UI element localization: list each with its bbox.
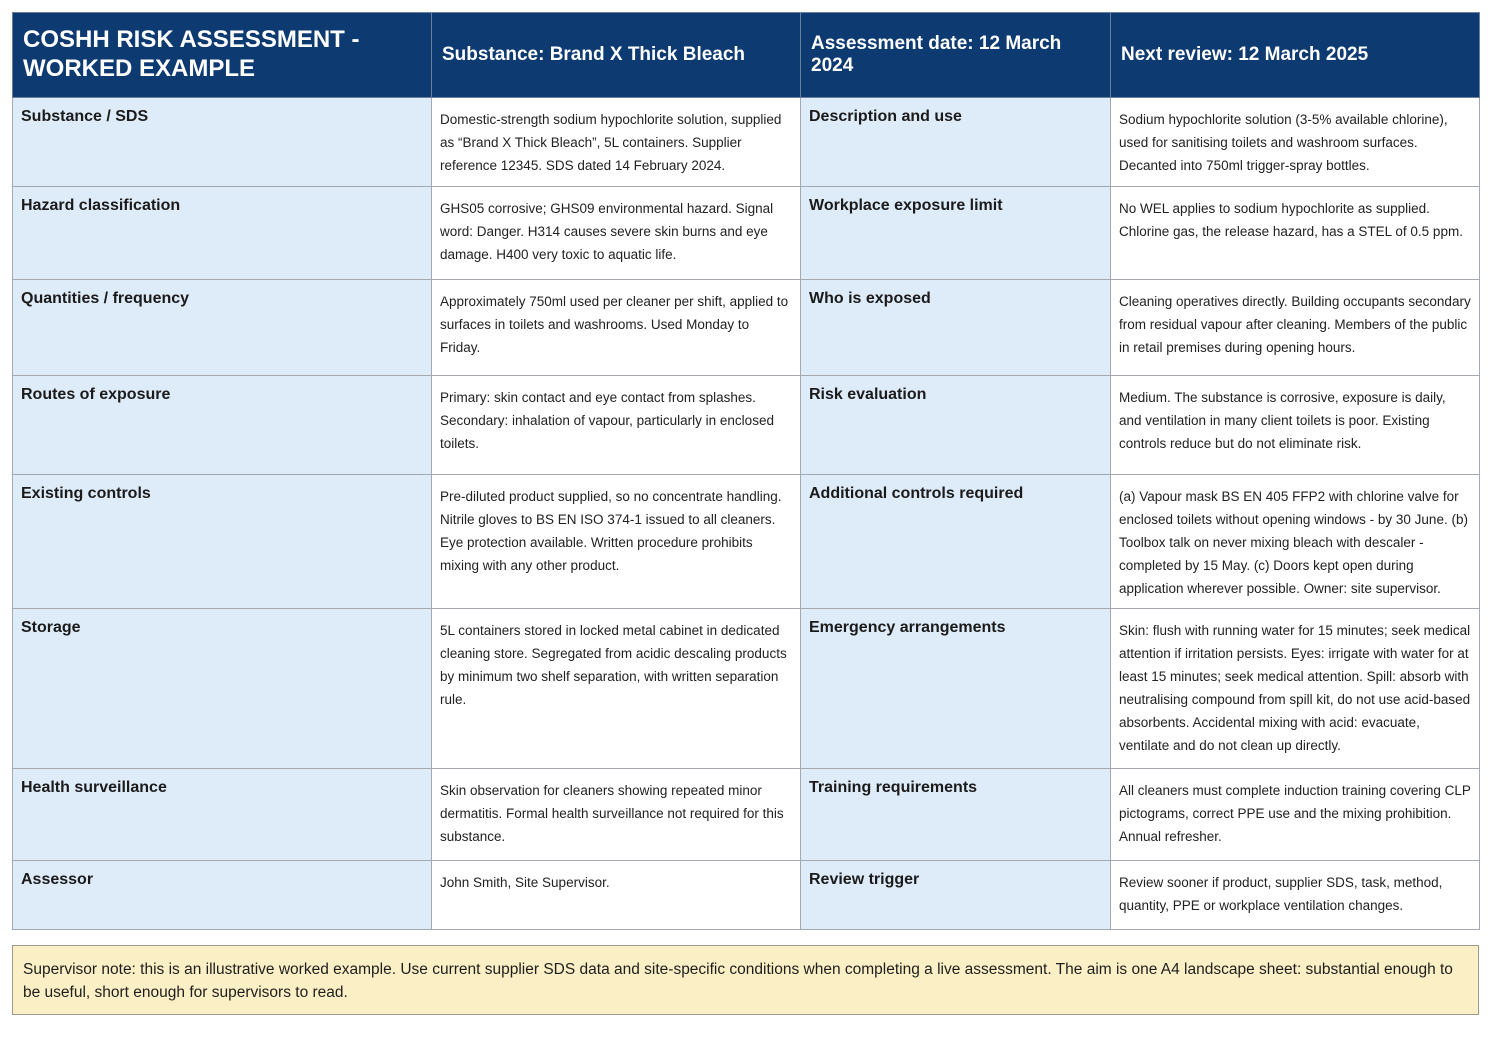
table-row [13, 187, 1480, 280]
row-value: Medium. The substance is corrosive, exposure is daily, and ventilation in many client toilets is poor. Existing controls reduce but do not eliminate risk. [1111, 376, 1480, 475]
header-row [13, 13, 1480, 98]
table-row [13, 280, 1480, 376]
table-row [13, 475, 1480, 609]
table-row [13, 609, 1480, 769]
table-row [13, 769, 1480, 861]
row-label: Additional controls required [801, 475, 1111, 609]
row-value: Domestic-strength sodium hypochlorite solution, supplied as “Brand X Thick Bleach”, 5L containers. Supplier reference 12345. SDS dated 14 February 2024. [432, 98, 801, 187]
row-label: Assessor [13, 861, 432, 930]
supervisor-note [12, 945, 1479, 1015]
coshh-assessment-sheet [12, 12, 1479, 930]
row-value: Cleaning operatives directly. Building occupants secondary from residual vapour after cleaning. Members of the public in retail premises during opening hours. [1111, 280, 1480, 376]
table-row [13, 861, 1480, 930]
row-label: Emergency arrangements [801, 609, 1111, 769]
row-value: Skin: flush with running water for 15 minutes; seek medical attention if irritation persists. Eyes: irrigate with water for at least 15 minutes; seek medical attention. Spill: absorb with neutralising compound from spill kit, do not use acid-based absorbents. Accidental mixing with acid: evacuate, ventilate and do not clean up directly. [1111, 609, 1480, 769]
next-review-heading: Next review: 12 March 2025 [1111, 13, 1480, 98]
document-title: COSHH RISK ASSESSMENT - WORKED EXAMPLE [13, 13, 432, 98]
row-value: 5L containers stored in locked metal cabinet in dedicated cleaning store. Segregated from acidic descaling products by minimum two shelf separation, with written separation rule. [432, 609, 801, 769]
row-value: No WEL applies to sodium hypochlorite as supplied. Chlorine gas, the release hazard, has a STEL of 0.5 ppm. [1111, 187, 1480, 280]
supervisor-note-text: Supervisor note: this is an illustrative worked example. Use current supplier SDS data and site-specific conditions when completing a live assessment. The aim is one A4 landscape sheet: substantial enough to be useful, short enough for supervisors to read. [23, 961, 1453, 1001]
row-label: Quantities / frequency [13, 280, 432, 376]
row-value: (a) Vapour mask BS EN 405 FFP2 with chlorine valve for enclosed toilets without opening windows - by 30 June. (b) Toolbox talk on never mixing bleach with descaler - completed by 15 May. (c) Doors kept open during application wherever possible. Owner: site supervisor. [1111, 475, 1480, 609]
assessment-table [12, 12, 1480, 930]
row-value: GHS05 corrosive; GHS09 environmental hazard. Signal word: Danger. H314 causes severe skin burns and eye damage. H400 very toxic to aquatic life. [432, 187, 801, 280]
row-value: All cleaners must complete induction training covering CLP pictograms, correct PPE use and the mixing prohibition. Annual refresher. [1111, 769, 1480, 861]
row-value: John Smith, Site Supervisor. [432, 861, 801, 930]
table-row [13, 376, 1480, 475]
row-value: Pre-diluted product supplied, so no concentrate handling. Nitrile gloves to BS EN ISO 374-1 issued to all cleaners. Eye protection available. Written procedure prohibits mixing with any other product. [432, 475, 801, 609]
table-row [13, 98, 1480, 187]
row-label: Workplace exposure limit [801, 187, 1111, 280]
row-label: Health surveillance [13, 769, 432, 861]
assessment-date-heading: Assessment date: 12 March 2024 [801, 13, 1111, 98]
row-label: Substance / SDS [13, 98, 432, 187]
row-label: Description and use [801, 98, 1111, 187]
row-value: Skin observation for cleaners showing repeated minor dermatitis. Formal health surveillance not required for this substance. [432, 769, 801, 861]
row-label: Training requirements [801, 769, 1111, 861]
row-label: Risk evaluation [801, 376, 1111, 475]
row-label: Review trigger [801, 861, 1111, 930]
substance-heading: Substance: Brand X Thick Bleach [432, 13, 801, 98]
row-label: Existing controls [13, 475, 432, 609]
row-label: Routes of exposure [13, 376, 432, 475]
row-label: Hazard classification [13, 187, 432, 280]
row-value: Approximately 750ml used per cleaner per shift, applied to surfaces in toilets and washrooms. Used Monday to Friday. [432, 280, 801, 376]
row-value: Sodium hypochlorite solution (3-5% available chlorine), used for sanitising toilets and washroom surfaces. Decanted into 750ml trigger-spray bottles. [1111, 98, 1480, 187]
row-label: Who is exposed [801, 280, 1111, 376]
row-label: Storage [13, 609, 432, 769]
row-value: Review sooner if product, supplier SDS, task, method, quantity, PPE or workplace ventilation changes. [1111, 861, 1480, 930]
row-value: Primary: skin contact and eye contact from splashes. Secondary: inhalation of vapour, particularly in enclosed toilets. [432, 376, 801, 475]
